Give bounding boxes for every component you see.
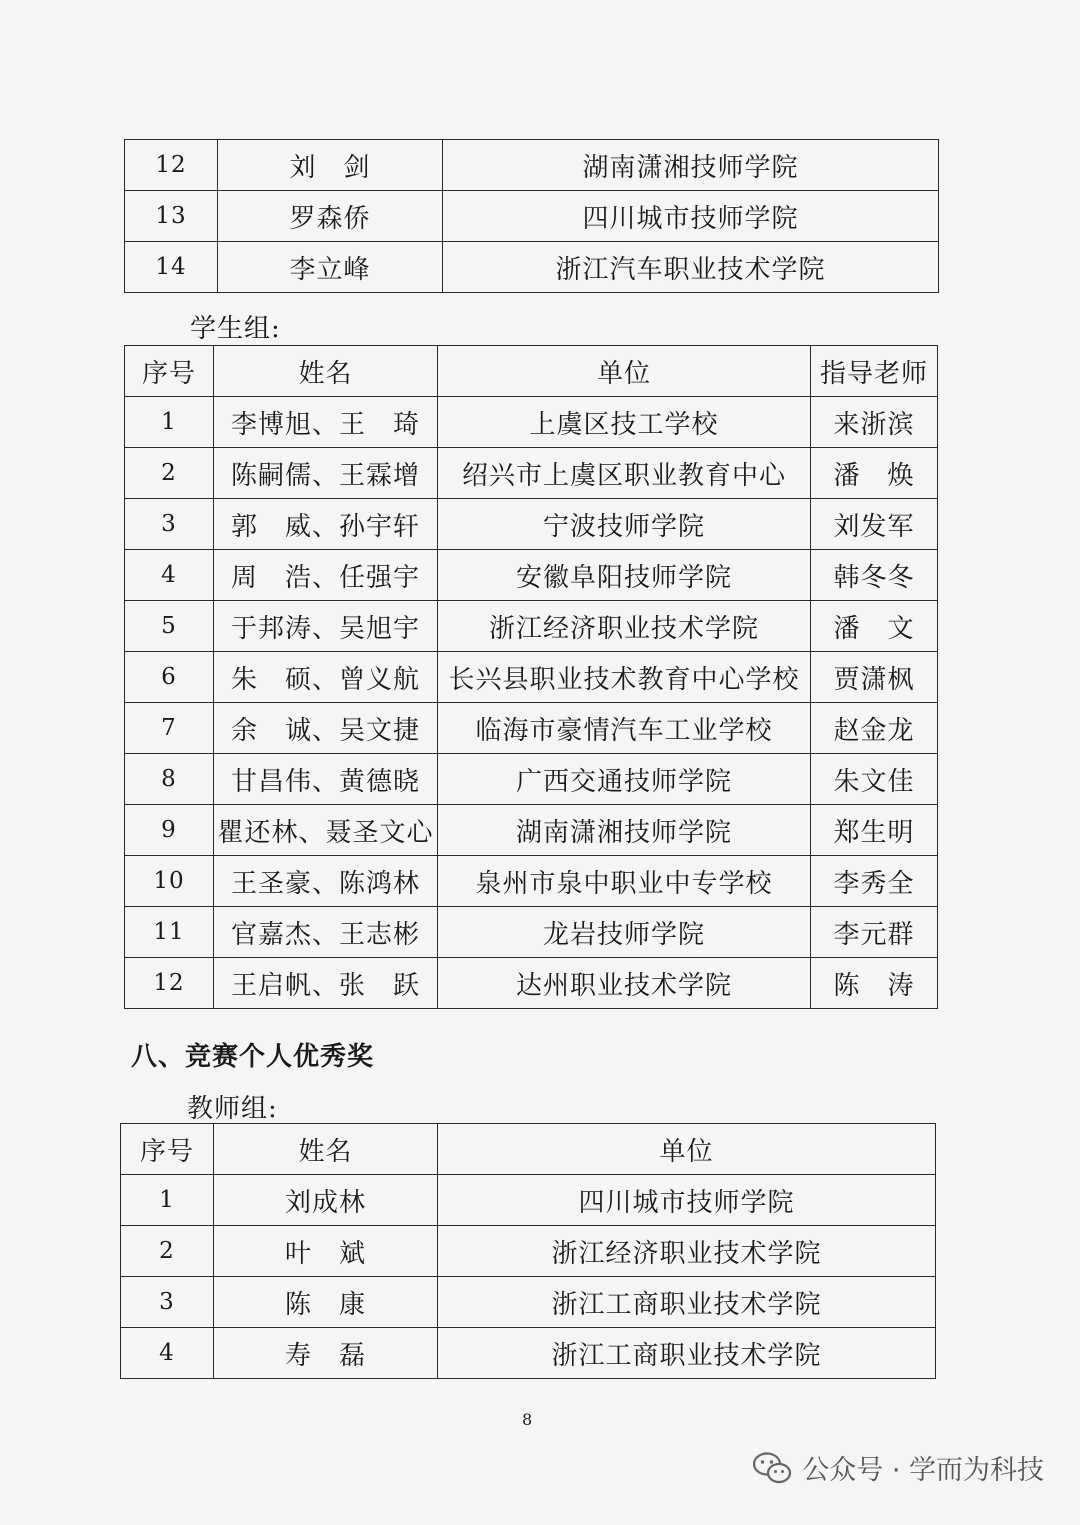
table-row bbox=[125, 856, 938, 907]
row-number: 9 bbox=[125, 805, 214, 856]
row-number: 3 bbox=[121, 1277, 214, 1328]
table-row bbox=[125, 550, 938, 601]
student-names: 李博旭、王 琦 bbox=[214, 397, 438, 448]
teacher-name: 刘发军 bbox=[811, 499, 938, 550]
unit-name: 安徽阜阳技师学院 bbox=[438, 550, 811, 601]
row-number: 12 bbox=[125, 140, 218, 191]
table-header-row bbox=[121, 1124, 936, 1175]
teacher-name: 陈 涛 bbox=[811, 958, 938, 1009]
teacher-name: 潘 文 bbox=[811, 601, 938, 652]
teacher-name: 韩冬冬 bbox=[811, 550, 938, 601]
unit-name: 临海市豪情汽车工业学校 bbox=[438, 703, 811, 754]
person-name: 陈 康 bbox=[214, 1277, 438, 1328]
unit-name: 湖南潇湘技师学院 bbox=[443, 140, 939, 191]
row-number: 11 bbox=[125, 907, 214, 958]
person-name: 李立峰 bbox=[218, 242, 443, 293]
student-group-label: 学生组: bbox=[190, 314, 281, 344]
header-unit: 单位 bbox=[438, 346, 811, 397]
table-row bbox=[125, 140, 939, 191]
table-row bbox=[125, 448, 938, 499]
header-teacher: 指导老师 bbox=[811, 346, 938, 397]
teacher-table bbox=[120, 1123, 936, 1379]
person-name: 寿 磊 bbox=[214, 1328, 438, 1379]
teacher-name: 李元群 bbox=[811, 907, 938, 958]
teacher-group-label: 教师组: bbox=[187, 1094, 278, 1124]
student-names: 陈嗣儒、王霖增 bbox=[214, 448, 438, 499]
teacher-name: 赵金龙 bbox=[811, 703, 938, 754]
row-number: 2 bbox=[121, 1226, 214, 1277]
table-row bbox=[125, 601, 938, 652]
teacher-name: 来浙滨 bbox=[811, 397, 938, 448]
unit-name: 泉州市泉中职业中专学校 bbox=[438, 856, 811, 907]
row-number: 7 bbox=[125, 703, 214, 754]
unit-name: 湖南潇湘技师学院 bbox=[438, 805, 811, 856]
row-number: 1 bbox=[125, 397, 214, 448]
student-names: 周 浩、任强宇 bbox=[214, 550, 438, 601]
watermark-text: 公众号 · 学而为科技 bbox=[802, 1455, 1044, 1486]
unit-name: 广西交通技师学院 bbox=[438, 754, 811, 805]
table-row bbox=[125, 958, 938, 1009]
row-number: 4 bbox=[125, 550, 214, 601]
unit-name: 长兴县职业技术教育中心学校 bbox=[438, 652, 811, 703]
table-row bbox=[125, 397, 938, 448]
row-number: 2 bbox=[125, 448, 214, 499]
teacher-name: 郑生明 bbox=[811, 805, 938, 856]
section-heading: 八、竞赛个人优秀奖 bbox=[131, 1042, 375, 1072]
student-names: 朱 硕、曾义航 bbox=[214, 652, 438, 703]
header-name: 姓名 bbox=[214, 1124, 438, 1175]
unit-name: 绍兴市上虞区职业教育中心 bbox=[438, 448, 811, 499]
person-name: 罗森侨 bbox=[218, 191, 443, 242]
row-number: 1 bbox=[121, 1175, 214, 1226]
teacher-name: 李秀全 bbox=[811, 856, 938, 907]
table-row bbox=[121, 1175, 936, 1226]
table-row bbox=[125, 499, 938, 550]
row-number: 3 bbox=[125, 499, 214, 550]
row-number: 8 bbox=[125, 754, 214, 805]
table-row bbox=[125, 242, 939, 293]
unit-name: 浙江经济职业技术学院 bbox=[438, 601, 811, 652]
row-number: 4 bbox=[121, 1328, 214, 1379]
table-row bbox=[125, 703, 938, 754]
unit-name: 宁波技师学院 bbox=[438, 499, 811, 550]
table-row bbox=[125, 754, 938, 805]
person-name: 刘成林 bbox=[214, 1175, 438, 1226]
student-names: 余 诚、吴文捷 bbox=[214, 703, 438, 754]
row-number: 14 bbox=[125, 242, 218, 293]
student-names: 王启帆、张 跃 bbox=[214, 958, 438, 1009]
unit-name: 达州职业技术学院 bbox=[438, 958, 811, 1009]
student-names: 甘昌伟、黄德晓 bbox=[214, 754, 438, 805]
table-row bbox=[125, 191, 939, 242]
watermark bbox=[752, 1448, 1044, 1487]
unit-name: 浙江经济职业技术学院 bbox=[438, 1226, 936, 1277]
table-header-row bbox=[125, 346, 938, 397]
teacher-name: 朱文佳 bbox=[811, 754, 938, 805]
row-number: 13 bbox=[125, 191, 218, 242]
student-names: 郭 威、孙宇轩 bbox=[214, 499, 438, 550]
student-names: 王圣豪、陈鸿林 bbox=[214, 856, 438, 907]
unit-name: 上虞区技工学校 bbox=[438, 397, 811, 448]
teacher-name: 贾潇枫 bbox=[811, 652, 938, 703]
unit-name: 浙江工商职业技术学院 bbox=[438, 1328, 936, 1379]
student-table bbox=[124, 345, 938, 1009]
row-number: 12 bbox=[125, 958, 214, 1009]
header-name: 姓名 bbox=[214, 346, 438, 397]
row-number: 6 bbox=[125, 652, 214, 703]
row-number: 10 bbox=[125, 856, 214, 907]
person-name: 叶 斌 bbox=[214, 1226, 438, 1277]
student-names: 官嘉杰、王志彬 bbox=[214, 907, 438, 958]
person-name: 刘 剑 bbox=[218, 140, 443, 191]
teacher-table-continued bbox=[124, 139, 939, 293]
table-row bbox=[121, 1277, 936, 1328]
row-number: 5 bbox=[125, 601, 214, 652]
header-number: 序号 bbox=[121, 1124, 214, 1175]
table-row bbox=[125, 805, 938, 856]
student-names: 瞿还林、聂圣文心 bbox=[214, 805, 438, 856]
table-row bbox=[125, 907, 938, 958]
student-names: 于邦涛、吴旭宇 bbox=[214, 601, 438, 652]
header-number: 序号 bbox=[125, 346, 214, 397]
unit-name: 龙岩技师学院 bbox=[438, 907, 811, 958]
table-row bbox=[121, 1226, 936, 1277]
unit-name: 浙江汽车职业技术学院 bbox=[443, 242, 939, 293]
unit-name: 四川城市技师学院 bbox=[438, 1175, 936, 1226]
table-row bbox=[121, 1328, 936, 1379]
page-number: 8 bbox=[522, 1410, 533, 1429]
wechat-icon bbox=[752, 1451, 792, 1485]
unit-name: 浙江工商职业技术学院 bbox=[438, 1277, 936, 1328]
teacher-name: 潘 焕 bbox=[811, 448, 938, 499]
header-unit: 单位 bbox=[438, 1124, 936, 1175]
table-row bbox=[125, 652, 938, 703]
unit-name: 四川城市技师学院 bbox=[443, 191, 939, 242]
